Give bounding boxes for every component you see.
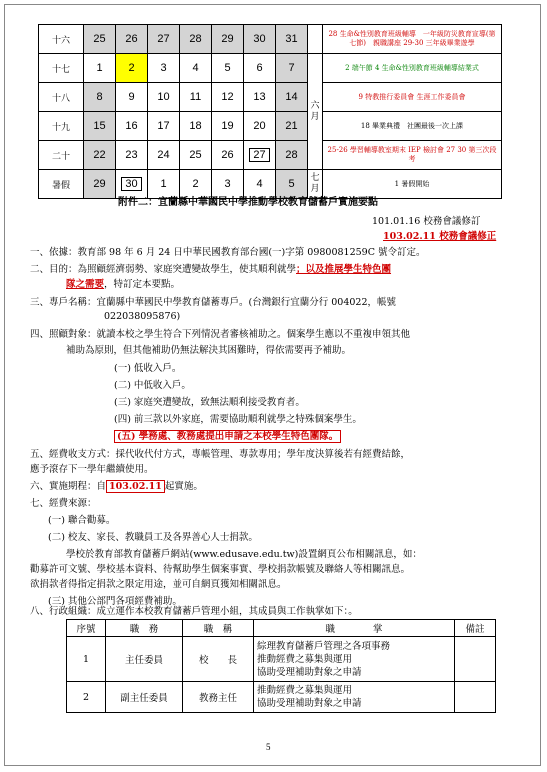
day-cell: 6 (244, 54, 276, 83)
section-5-line-2: 應予滾存下一學年繼續使用。 (30, 464, 154, 475)
revision-date-2: 103.02.11 校務會議修正 (383, 231, 497, 242)
section-8: 八、行政組織：成立運作本校教育儲蓄戶管理小組，其成員與工作執掌如下：。 (30, 606, 358, 617)
day-cell: 29 (84, 170, 116, 199)
week-label: 十九 (39, 112, 84, 141)
section-4-line-1: 四、照顧對象：就讀本校之學生符合下列情況者審核補助之。個案學生應以不重複申領其他 (30, 329, 411, 340)
cell-no: 2 (67, 682, 106, 713)
day-cell: 3 (148, 54, 180, 83)
day-cell: 30 (244, 25, 276, 54)
event-cell: 25-26 學習輔導教室期末 IEP 檢討會 27 30 第三次段考 (323, 141, 502, 170)
cell-note (455, 682, 496, 713)
section-4-item-3: (三) 家庭突遭變故，致無法順利接受教育者。 (114, 397, 305, 408)
section-2-line-1 (30, 263, 391, 276)
day-cell: 27 (148, 25, 180, 54)
section-7-item-3: (三) 其他公部門各項經費補助。 (48, 596, 182, 607)
week-label: 十七 (39, 54, 84, 83)
document-title: 附件二：宜蘭縣中華國民中學推動學校教育儲蓄戶實施要點 (118, 197, 378, 208)
col-header: 職 務 (106, 620, 183, 637)
section-7-para-3: 欲捐款者得指定捐款之限定用途，並可自網頁獲知相關訊息。 (30, 579, 287, 590)
table-row (39, 83, 502, 112)
section-1: 一、依據：教育部 98 年 6 月 24 日中華民國教育部台國(一)字第 0980081259C 號令訂定。 (30, 247, 426, 258)
col-header: 職 掌 (254, 620, 455, 637)
day-cell: 16 (116, 112, 148, 141)
section-3-line-2: 022038095876) (104, 311, 181, 322)
day-cell: 14 (276, 83, 308, 112)
week-label: 十八 (39, 83, 84, 112)
section-4-item-1: (一) 低收入戶。 (114, 363, 182, 374)
day-cell: 11 (180, 83, 212, 112)
cell-no: 1 (67, 637, 106, 682)
col-header: 序號 (67, 620, 106, 637)
day-cell: 26 (116, 25, 148, 54)
day-cell: 8 (84, 83, 116, 112)
event-cell: 2 端午節 4 生命&性別教育班級輔導結業式 (323, 54, 502, 83)
day-cell: 18 (180, 112, 212, 141)
day-cell: 24 (148, 141, 180, 170)
event-cell: 18 畢業典禮 社團最後一次上課 (323, 112, 502, 141)
day-cell: 1 (148, 170, 180, 199)
cell-role: 主任委員 (106, 637, 183, 682)
section-7-item-1: (一) 聯合勸募。 (48, 515, 116, 526)
day-cell: 12 (212, 83, 244, 112)
day-cell: 10 (148, 83, 180, 112)
day-cell: 20 (244, 112, 276, 141)
day-cell: 5 (212, 54, 244, 83)
section-2-line-2 (66, 278, 180, 291)
cell-role: 副主任委員 (106, 682, 183, 713)
month-label: 六月 (308, 54, 323, 170)
section-4-item-5-text: (五) 學務處、教務處提出申請之本校學生特色團隊。 (114, 430, 341, 443)
cell-title: 校 長 (183, 637, 254, 682)
section-2-text-end: ，特訂定本要點。 (104, 279, 181, 290)
section-2-highlight-cont: 隊之需要 (66, 279, 105, 290)
day-cell: 5 (276, 170, 308, 199)
col-header: 職 稱 (183, 620, 254, 637)
org-table (66, 619, 496, 713)
table-row (39, 54, 502, 83)
section-3-line-1: 三、專戶名稱：宜蘭縣中華國民中學教育儲蓄專戶。(台灣銀行宜蘭分行 004022，帳號 (30, 297, 396, 308)
week-label: 二十 (39, 141, 84, 170)
page-number: 5 (266, 742, 271, 752)
day-cell: 9 (116, 83, 148, 112)
section-4-item-2: (二) 中低收入戶。 (114, 380, 191, 391)
week-label: 暑假 (39, 170, 84, 199)
duty-item: 推動經費之募集與運用 (257, 653, 353, 665)
month-label: 七月 (308, 170, 323, 199)
section-7-item-2: (二) 校友、家長、教職員工及各界善心人士捐款。 (48, 532, 258, 543)
cell-duties (254, 637, 455, 682)
day-cell: 28 (180, 25, 212, 54)
cell-title: 教務主任 (183, 682, 254, 713)
day-cell: 26 (212, 141, 244, 170)
section-6-date: 103.02.11 (106, 480, 165, 493)
day-cell: 7 (276, 54, 308, 83)
day-cell (244, 141, 276, 170)
day-cell: 23 (116, 141, 148, 170)
table-row (39, 112, 502, 141)
event-cell: 28 生命&性別教育班級輔導 一年級防災教育宣導(第七節) 親職講座 29-30 三年級畢業遊學 (323, 25, 502, 54)
day-boxed: 30 (121, 177, 141, 191)
duty-item: 推動經費之募集與運用 (257, 685, 353, 696)
cell-duties (254, 682, 455, 713)
table-row (39, 25, 502, 54)
section-6-text-end: 起實施。 (164, 481, 203, 492)
table-header-row (67, 620, 496, 637)
revision-date-1: 101.01.16 校務會議修訂 (372, 216, 481, 227)
day-cell: 31 (276, 25, 308, 54)
section-6-text: 六、實施期程：自 (30, 481, 107, 492)
section-4-item-5 (114, 430, 341, 443)
day-cell: 2 (180, 170, 212, 199)
section-4-item-4: (四) 前三款以外家庭，需要協助順利就學之特殊個案學生。 (114, 414, 362, 425)
day-cell: 28 (276, 141, 308, 170)
section-4-line-2: 補助為原則，但其他補助仍無法解決其困難時，得依需要再予補助。 (66, 345, 352, 356)
day-cell: 4 (244, 170, 276, 199)
section-7-para-2: 勸募許可文號、學校基本資料、待幫助學生個案事實、學校捐款帳號及聯絡人等相關訊息。 (30, 564, 411, 575)
day-cell: 19 (212, 112, 244, 141)
section-2-highlight: ；以及推展學生特色團 (296, 264, 392, 275)
table-row (67, 637, 496, 682)
section-2-text: 二、目的：為照顧經濟弱勢、家庭突遭變故學生，使其順利就學 (30, 264, 297, 275)
day-cell (116, 170, 148, 199)
col-header: 備註 (455, 620, 496, 637)
section-5-line-1: 五、經費收支方式：採代收代付方式，專帳管理、專款專用；學年度決算後若有經費結餘， (30, 449, 411, 460)
week-label: 十六 (39, 25, 84, 54)
section-7-para-1: 學校於教育部教育儲蓄戶網站(www.edusave.edu.tw)設置網頁公布相關訊息，如： (66, 549, 422, 560)
day-cell: 4 (180, 54, 212, 83)
day-cell: 13 (244, 83, 276, 112)
section-6 (30, 480, 203, 493)
day-cell: 21 (276, 112, 308, 141)
event-cell: 9 特教推行委員會 生涯工作委員會 (323, 83, 502, 112)
day-cell: 25 (180, 141, 212, 170)
duty-item: 協助受理補助對象之申請 (257, 698, 362, 709)
day-cell: 22 (84, 141, 116, 170)
table-row (39, 170, 502, 199)
event-cell: 1 暑假開始 (323, 170, 502, 199)
table-row (39, 141, 502, 170)
day-cell: 29 (212, 25, 244, 54)
month-blank (308, 25, 323, 54)
cell-note (455, 637, 496, 682)
day-cell: 1 (84, 54, 116, 83)
table-row (67, 682, 496, 713)
duty-item: 綜理教育儲蓄戶管理之各項事務 (257, 640, 391, 652)
calendar-table (38, 24, 502, 199)
day-boxed: 27 (249, 148, 269, 162)
day-cell-holiday: 2 (116, 54, 148, 83)
section-7: 七、經費來源： (30, 498, 97, 509)
day-cell: 15 (84, 112, 116, 141)
duty-item: 協助受理補助對象之申請 (257, 666, 362, 678)
day-cell: 25 (84, 25, 116, 54)
day-cell: 3 (212, 170, 244, 199)
day-cell: 17 (148, 112, 180, 141)
